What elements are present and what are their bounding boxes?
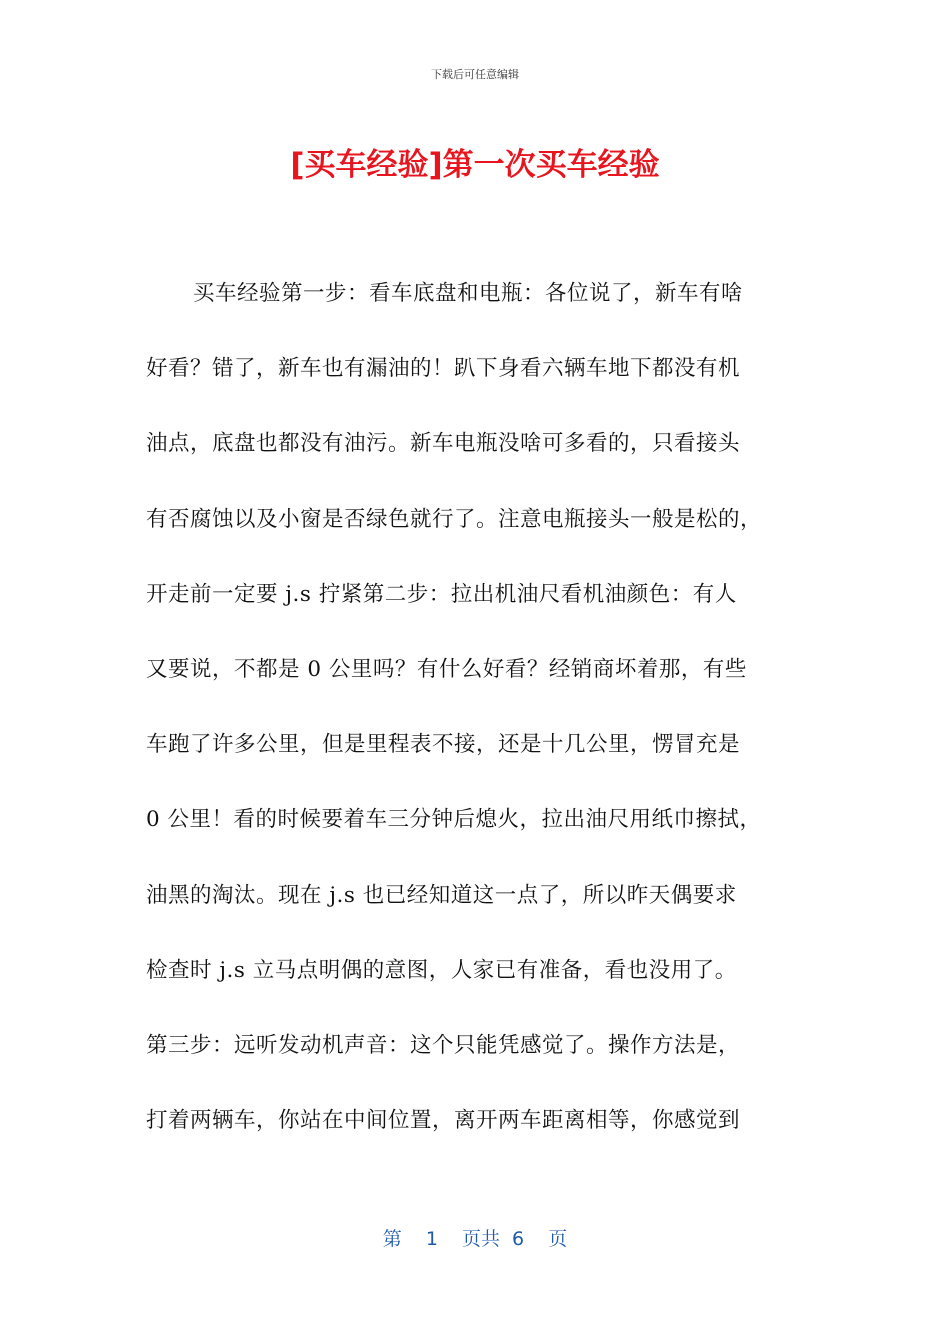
page-number-footer: 第 1 页共 6 页	[382, 1228, 568, 1250]
body-line: 检查时 j.s 立马点明偶的意图，人家已有准备，看也没用了。	[146, 957, 737, 983]
document-title: [买车经验]第一次买车经验	[290, 147, 660, 183]
body-line: 油黑的淘汰。现在 j.s 也已经知道这一点了，所以昨天偶要求	[146, 882, 737, 908]
body-line: 有否腐蚀以及小窗是否绿色就行了。注意电瓶接头一般是松的，	[146, 506, 763, 532]
body-line: 好看？错了，新车也有漏油的！趴下身看六辆车地下都没有机	[146, 356, 741, 382]
body-line: 买车经验第一步：看车底盘和电瓶：各位说了，新车有啥	[193, 281, 744, 306]
body-line: 0 公里！看的时候要着车三分钟后熄火，拉出油尺用纸巾擦拭，	[146, 807, 762, 833]
document-body	[146, 266, 806, 1168]
body-line: 油点，底盘也都没有油污。新车电瓶没啥可多看的，只看接头	[146, 431, 741, 457]
body-line: 又要说，不都是 0 公里吗？有什么好看？经销商坏着那，有些	[146, 656, 747, 682]
body-line: 打着两辆车，你站在中间位置，离开两车距离相等，你感觉到	[146, 1108, 741, 1134]
body-line: 第三步：远听发动机声音：这个只能凭感觉了。操作方法是，	[146, 1032, 741, 1058]
page-header-note: 下载后可任意编辑	[431, 68, 519, 81]
body-line: 车跑了许多公里，但是里程表不接，还是十几公里，愣冒充是	[146, 732, 741, 758]
body-line: 开走前一定要 j.s 拧紧第二步：拉出机油尺看机油颜色：有人	[146, 581, 737, 607]
